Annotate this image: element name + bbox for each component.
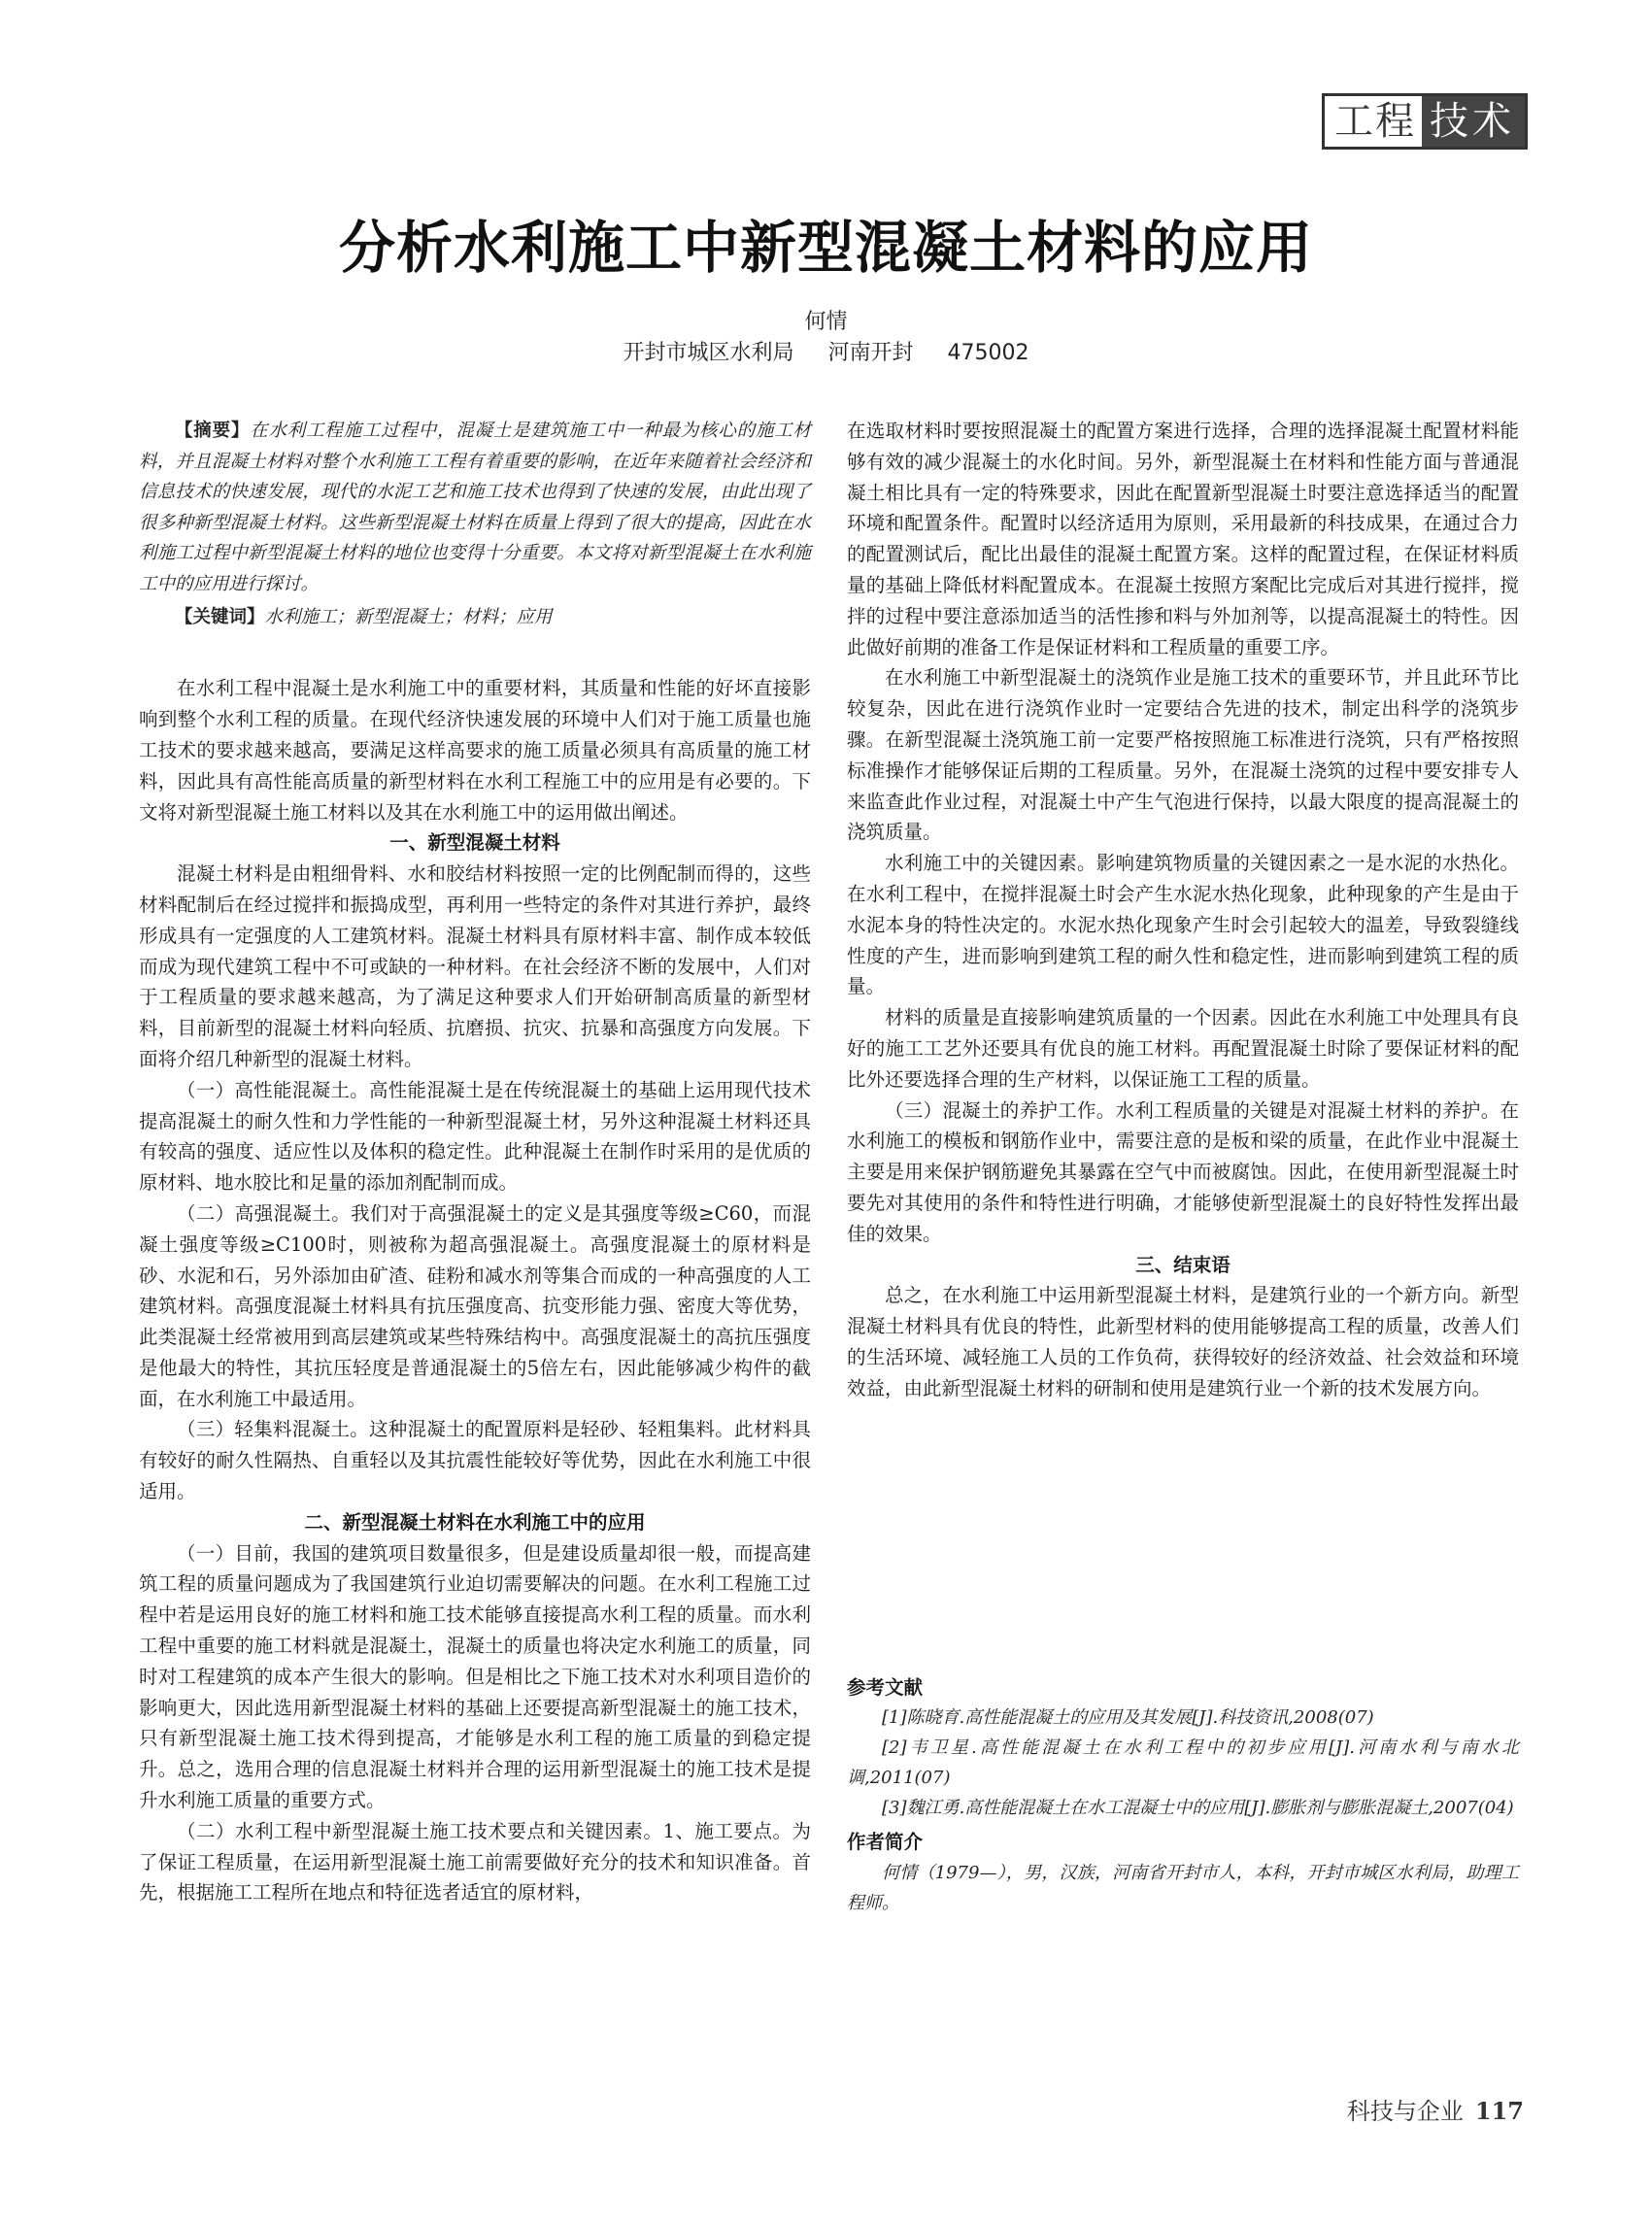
author-name: 何情 <box>804 310 848 334</box>
section2-paragraph-split: （二）水利工程中新型混凝土施工技术要点和关键因素。1、施工要点。为了保证工程质量，在运用新型混凝土施工前需要做好充分的技术和知识准备。首先，根据施工工程所在地点和特征选者适宜的原材料， <box>139 1819 811 1905</box>
section2-paragraph: （一）目前，我国的建筑项目数量很多，但是建设质量却很一般，而提高建筑工程的质量问题成为了我国建筑行业迫切需要解决的问题。在水利工程施工过程中若是运用良好的施工材料和施工技术能够直接提高水利工程的质量。而水利工程中重要的施工材料就是混凝土，混凝土的质量也将决定水利施工的质量，同时对工程建筑的成本产生很大的影响。但是相比之下施工技术对水利项目造价的影响更大，因此选用新型混凝土材料的基础上还要提高新型混凝土的施工技术，只有新型混凝土施工技术得到提高，才能够是水利工程的施工质量的到稳定提升。总之，选用合理的信息混凝土材料并合理的运用新型混凝土的施工技术是提升水利施工质量的重要方式。 <box>139 1541 811 1812</box>
section-tag <box>1322 93 1528 150</box>
references <box>847 1672 1519 1919</box>
right-column <box>847 416 1519 1918</box>
intro-paragraph: 在水利工程中混凝土是水利施工中的重要材料，其质量和性能的好坏直接影响到整个水利工程的质量。在现代经济快速发展的环境中人们对于施工质量也施工技术的要求越来越高，要满足这样高要求的施工质量必须具有高质量的施工材料，因此具有高性能高质量的新型材料在水利工程施工中的应用是有必要的。下文将对新型混凝土施工材料以及其在水利施工中的运用做出阐述。 <box>139 677 811 824</box>
abstract-label: 【摘要】 <box>175 421 251 441</box>
author-affiliation <box>0 336 1652 366</box>
page-footer <box>1347 2092 1524 2126</box>
references-heading: 参考文献 <box>847 1675 924 1699</box>
section3-heading: 三、结束语 <box>1135 1253 1231 1276</box>
reference-item: [3]魏江勇.高性能混凝土在水工混凝土中的应用[J].膨胀剂与膨胀混凝土,2007(04) <box>882 1798 1514 1819</box>
section1-paragraph: （三）轻集料混凝土。这种混凝土的配置原料是轻砂、轻粗集料。此材料具有较好的耐久性隔热、自重轻以及其抗震性能较好等优势，因此在水利施工中很适用。 <box>139 1418 811 1503</box>
section-tag-part1: 工程 <box>1325 96 1422 147</box>
author-bio: 何情（1979—），男，汉族，河南省开封市人，本科，开封市城区水利局，助理工程师。 <box>847 1863 1519 1914</box>
section2-paragraph: 水利施工中的关键因素。影响建筑物质量的关键因素之一是水泥的水热化。在水利工程中，在搅拌混凝土时会产生水泥水热化现象，此种现象的产生是由于水泥本身的特性决定的。水泥水热化现象产生时会引起较大的温差，导致裂缝线性度的产生，进而影响到建筑工程的耐久性和稳定性，进而影响到建筑工程的质量。 <box>847 852 1519 998</box>
affiliation-place: 河南开封 <box>827 341 914 365</box>
keywords <box>139 602 811 633</box>
section3-paragraph: 总之，在水利施工中运用新型混凝土材料，是建筑行业的一个新方向。新型混凝土材料具有优良的特性，此新型材料的使用能够提高工程的质量，改善人们的生活环境、减轻施工人员的工作负荷，获得较好的经济效益、社会效益和环境效益，由此新型混凝土材料的研制和使用是建筑行业一个新的技术发展方向。 <box>847 1284 1519 1400</box>
section1-paragraph: （二）高强混凝土。我们对于高强混凝土的定义是其强度等级≥C60，而混凝土强度等级≥C100时，则被称为超高强混凝土。高强度混凝土的原材料是砂、水泥和石，另外添加由矿渣、硅粉和减水剂等集合而成的一种高强度的人工建筑材料。高强度混凝土材料具有抗压强度高、抗变形能力强、密度大等优势，此类混凝土经常被用到高层建筑或某些特殊结构中。高强度混凝土的高抗压强度是他最大的特性，其抗压轻度是普通混凝土的5倍左右，因此能够减少构件的截面，在水利施工中最适用。 <box>139 1201 811 1410</box>
page-title: 分析水利施工中新型混凝土材料的应用 <box>338 215 1313 281</box>
affiliation-org: 开封市城区水利局 <box>623 341 794 365</box>
keywords-label: 【关键词】 <box>175 606 265 627</box>
section2-paragraph: 材料的质量是直接影响建筑质量的一个因素。因此在水利施工中处理具有良好的施工工艺外还要具有优良的施工材料。再配置混凝土时除了要保证材料的配比外还要选择合理的生产材料，以保证施工工程的质量。 <box>847 1006 1519 1091</box>
keywords-text: 水利施工；新型混凝土；材料；应用 <box>264 606 553 627</box>
affiliation-zip: 475002 <box>947 341 1029 365</box>
journal-name: 科技与企业 <box>1346 2098 1464 2125</box>
section2-paragraph: （三）混凝土的养护工作。水利工程质量的关键是对混凝土材料的养护。在水利施工的模板和钢筋作业中，需要注意的是板和梁的质量，在此作业中混凝土主要是用来保护钢筋避免其暴露在空气中而被腐蚀。因此，在使用新型混凝土时要先对其使用的条件和特性进行明确，才能够使新型混凝土的良好特性发挥出最佳的效果。 <box>847 1098 1519 1245</box>
reference-item: [2]韦卫星.高性能混凝土在水利工程中的初步应用[J].河南水利与南水北调,2011(07) <box>847 1737 1519 1789</box>
abstract <box>139 416 811 600</box>
abstract-text: 在水利工程施工过程中，混凝土是建筑施工中一种最为核心的施工材料，并且混凝土材料对整个水利施工工程有着重要的影响，在近年来随着社会经济和信息技术的快速发展，现代的水泥工艺和施工技术也得到了快速的发展，由此出现了很多种新型混凝土材料。这些新型混凝土材料在质量上得到了很大的提高，因此在水利施工过程中新型混凝土材料的地位也变得十分重要。本文将对新型混凝土在水利施工中的应用进行探讨。 <box>139 421 811 594</box>
section2-paragraph: 在水利施工中新型混凝土的浇筑作业是施工技术的重要环节，并且此环节比较复杂，因此在进行浇筑作业时一定要结合先进的技术，制定出科学的浇筑步骤。在新型混凝土浇筑施工前一定要严格按照施工标准进行浇筑，只有严格按照标准操作才能够保证后期的工程质量。另外，在混凝土浇筑的过程中要安排专人来监查此作业过程，对混凝土中产生气泡进行保持，以最大限度的提高混凝土的浇筑质量。 <box>847 666 1519 844</box>
bio-heading: 作者简介 <box>847 1831 924 1854</box>
section1-paragraph: 混凝土材料是由粗细骨料、水和胶结材料按照一定的比例配制而得的，这些材料配制后在经过搅拌和振捣成型，再利用一些特定的条件对其进行养护，最终形成具有一定强度的人工建筑材料。混凝土材料具有原材料丰富、制作成本较低而成为现代建筑工程中不可或缺的一种材料。在社会经济不断的发展中，人们对于工程质量的要求越来越高，为了满足这种要求人们开始研制高质量的新型材料，目前新型的混凝土材料向轻质、抗磨损、抗灾、抗暴和高强度方向发展。下面将介绍几种新型的混凝土材料。 <box>139 862 811 1070</box>
section2-paragraph-continued: 在选取材料时要按照混凝土的配置方案进行选择，合理的选择混凝土配置材料能够有效的减少混凝土的水化时间。另外，新型混凝土在材料和性能方面与普通混凝土相比具有一定的特殊要求，因此在配置新型混凝土时要注意选择适当的配置环境和配置条件。配置时以经济适用为原则，采用最新的科技成果，在通过合力的配置测试后，配比出最佳的混凝土配置方案。这样的配置过程，在保证材料质量的基础上降低材料配置成本。在混凝土按照方案配比完成后对其进行搅拌，搅拌的过程中要注意添加适当的活性掺和料与外加剂等，以提高混凝土的特性。因此做好前期的准备工作是保证材料和工程质量的重要工序。 <box>847 420 1519 658</box>
section1-paragraph: （一）高性能混凝土。高性能混凝土是在传统混凝土的基础上运用现代技术提高混凝土的耐久性和力学性能的一种新型混凝土材，另外这种混凝土材料还具有较高的强度、适应性以及体积的稳定性。此种混凝土在制作时采用的是优质的原材料、地水胶比和足量的添加剂配制而成。 <box>139 1078 811 1195</box>
left-column <box>139 416 811 1908</box>
section2-heading: 二、新型混凝土材料在水利施工中的应用 <box>304 1510 646 1534</box>
section-tag-part2: 技术 <box>1422 96 1525 147</box>
reference-item: [1]陈晓育.高性能混凝土的应用及其发展[J].科技资讯,2008(07) <box>882 1707 1374 1729</box>
section1-heading: 一、新型混凝土材料 <box>389 831 560 855</box>
page-number: 117 <box>1474 2097 1524 2125</box>
